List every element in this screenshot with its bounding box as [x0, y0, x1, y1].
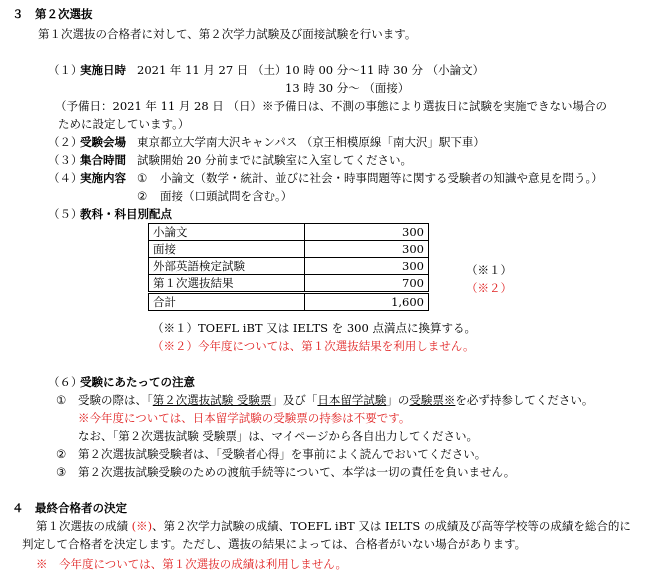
score-subject: 外部英語検定試験 [149, 258, 305, 275]
section4-heading: ４ 最終合格者の決定 [12, 501, 127, 515]
section4-note: ※ 今年度については、第１次選抜の成績は利用しません。 [36, 557, 347, 571]
schedule-time2: 13 時 30 分～ （面接） [285, 81, 410, 95]
score-points: 300 [305, 241, 429, 258]
section4-para-2: 判定して合格者を決定します。ただし、選抜の結果によっては、合格者がいない場合があります。 [22, 537, 527, 551]
notices-num: （６） [48, 375, 83, 389]
score-subject: 面接 [149, 241, 305, 258]
scoring-label: 教科・科目別配点 [80, 207, 172, 221]
content-item1-num: ① [137, 171, 148, 185]
schedule-num: （１） [48, 63, 83, 77]
table-row [149, 241, 429, 258]
notice-2: 第２次選抜試験受験者は、「受験者心得」を事前によく読んでおいてください。 [78, 447, 487, 461]
notice-1: 受験の際は、「第２次選抜試験 受験票」及び「日本留学試験」の受験票※を必ず持参してください。 [78, 393, 594, 407]
schedule-reserve: （予備日：2021 年 11 月 28 日 （日）※予備日は、不測の事態により選抜日に試験を実施できない場合の [55, 99, 607, 113]
venue-num: （２） [48, 135, 83, 149]
content-num: （４） [48, 171, 83, 185]
table-row [149, 224, 429, 241]
schedule-label: 実施日時 [80, 63, 126, 77]
score-points: 700 [305, 275, 429, 293]
table-total-row [149, 293, 429, 311]
scoring-num: （５） [48, 207, 83, 221]
notice-1-red: ※今年度については、日本留学試験の受験票の持参は不要です。 [78, 411, 411, 425]
score-subject: 小論文 [149, 224, 305, 241]
section4-para-1: 第１次選抜の成績 (※)、第２次学力試験の成績、TOEFL iBT 又は IELTS の成績及び高等学校等の成績を総合的に [36, 519, 631, 533]
venue-label: 受験会場 [80, 135, 126, 149]
content-item1: 小論文（数学・統計、並びに社会・時事問題等に関する受験者の知識や意見を問う。） [160, 171, 603, 185]
gathering-num: （３） [48, 153, 83, 167]
score-note-2: （※２）今年度については、第１次選抜結果を利用しません。 [152, 339, 475, 353]
score-subject: 第１次選抜結果 [149, 275, 305, 293]
notice-3: 第２次選抜試験受験のための渡航手続等について、本学は一切の責任を負いません。 [78, 465, 516, 479]
score-points: 300 [305, 258, 429, 275]
gathering-text: 試験開始 20 分前までに試験室に入室してください。 [137, 153, 412, 167]
notice-2-num: ② [56, 447, 67, 461]
notice-1-extra: なお、「第２次選抜試験 受験票」は、マイページから各自出力してください。 [78, 429, 478, 443]
schedule-reserve-2: ために設定しています。） [58, 117, 190, 131]
score-total-label: 合計 [149, 293, 305, 311]
score-total: 1,600 [305, 293, 429, 311]
content-item2: 面接（口頭試問を含む。） [160, 189, 293, 203]
notices-label: 受験にあたっての注意 [80, 375, 195, 389]
schedule-time1: 10 時 00 分～11 時 30 分 （小論文） [285, 63, 485, 77]
score-points: 300 [305, 224, 429, 241]
section3-heading: ３ 第２次選抜 [12, 7, 93, 21]
content-label: 実施内容 [80, 171, 126, 185]
score-note-ref-1: （※１） [466, 263, 512, 277]
section3-intro: 第１次選抜の合格者に対して、第２次学力試験及び面接試験を行います。 [38, 27, 417, 41]
table-row [149, 258, 429, 275]
score-note-1: （※１）TOEFL iBT 又は IELTS を 300 点満点に換算する。 [152, 321, 476, 335]
score-table [148, 223, 429, 311]
table-row [149, 275, 429, 293]
schedule-date: 2021 年 11 月 27 日 （土） [137, 63, 287, 77]
notice-3-num: ③ [56, 465, 67, 479]
notice-1-num: ① [56, 393, 67, 407]
content-item2-num: ② [137, 189, 148, 203]
venue-text: 東京都立大学南大沢キャンパス （京王相模原線「南大沢」駅下車） [137, 135, 485, 149]
gathering-label: 集合時間 [80, 153, 126, 167]
score-note-ref-2: （※２） [466, 281, 512, 295]
